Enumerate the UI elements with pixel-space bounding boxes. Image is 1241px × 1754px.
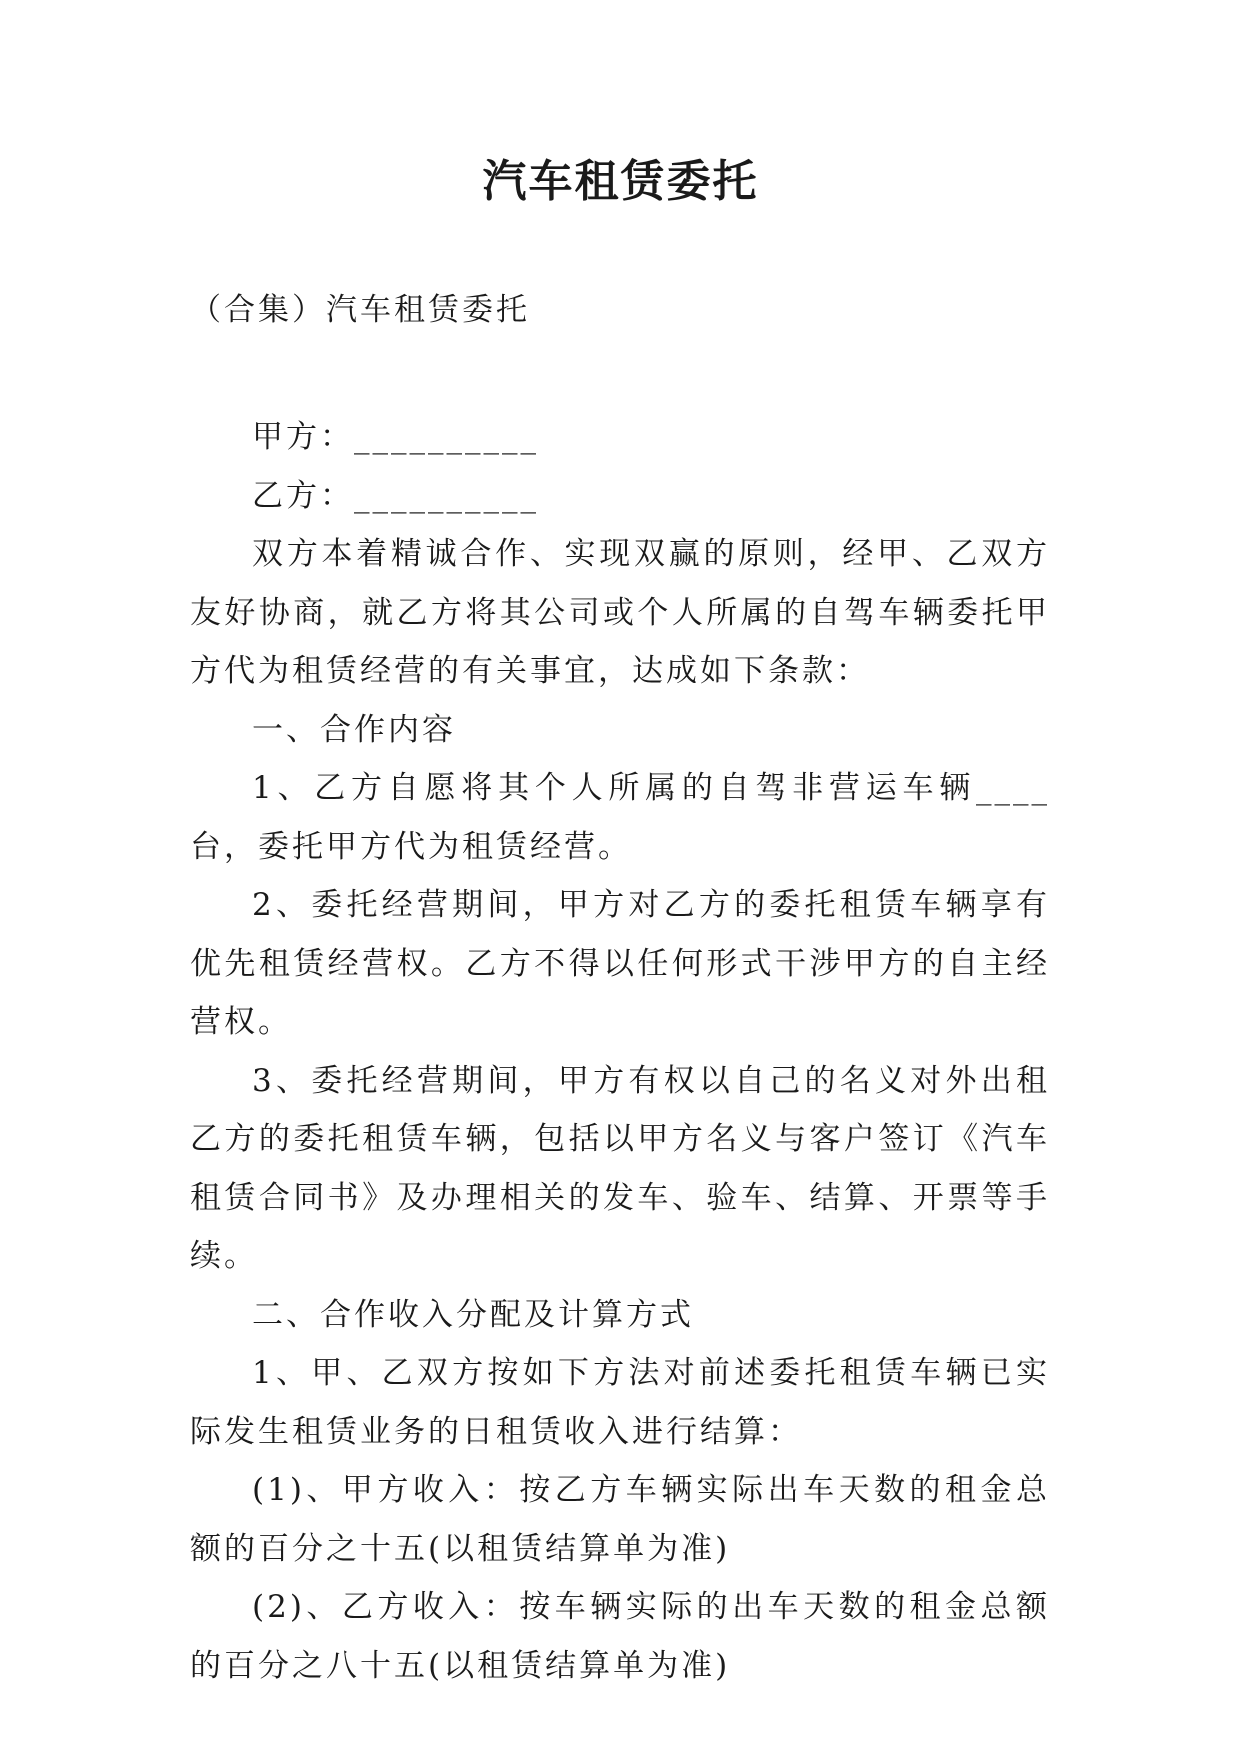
document-body [190,408,1050,1695]
party-a-line: 甲方：__________ [252,419,539,455]
preamble-paragraph: 双方本着精诚合作、实现双赢的原则，经甲、乙双方友好协商，就乙方将其公司或个人所属的自驾车辆委托甲方代为租赁经营的有关事宜，达成如下条款： [190,536,1050,689]
clause-1-2: 2、委托经营期间，甲方对乙方的委托租赁车辆享有优先租赁经营权。乙方不得以任何形式干涉甲方的自主经营权。 [190,887,1050,1040]
clause-2-1-a: (1)、甲方收入：按乙方车辆实际出车天数的租金总额的百分之十五(以租赁结算单为准) [190,1472,1050,1567]
document-subtitle: （合集）汽车租赁委托 [190,292,530,328]
document-title: 汽车租赁委托 [482,156,759,207]
section-heading-cooperation: 一、合作内容 [252,711,456,748]
section-heading-income: 二、合作收入分配及计算方式 [252,1296,694,1333]
clause-1-3: 3、委托经营期间，甲方有权以自己的名义对外出租乙方的委托租赁车辆，包括以甲方名义与客户签订《汽车租赁合同书》及办理相关的发车、验车、结算、开票等手续。 [190,1062,1050,1274]
clause-2-1: 1、甲、乙双方按如下方法对前述委托租赁车辆已实际发生租赁业务的日租赁收入进行结算： [190,1355,1050,1450]
clause-1-1: 1、乙方自愿将其个人所属的自驾非营运车辆____台，委托甲方代为租赁经营。 [190,770,1050,865]
party-b-line: 乙方：__________ [252,477,539,514]
clause-2-1-b: (2)、乙方收入：按车辆实际的出车天数的租金总额的百分之八十五(以租赁结算单为准) [190,1589,1050,1684]
